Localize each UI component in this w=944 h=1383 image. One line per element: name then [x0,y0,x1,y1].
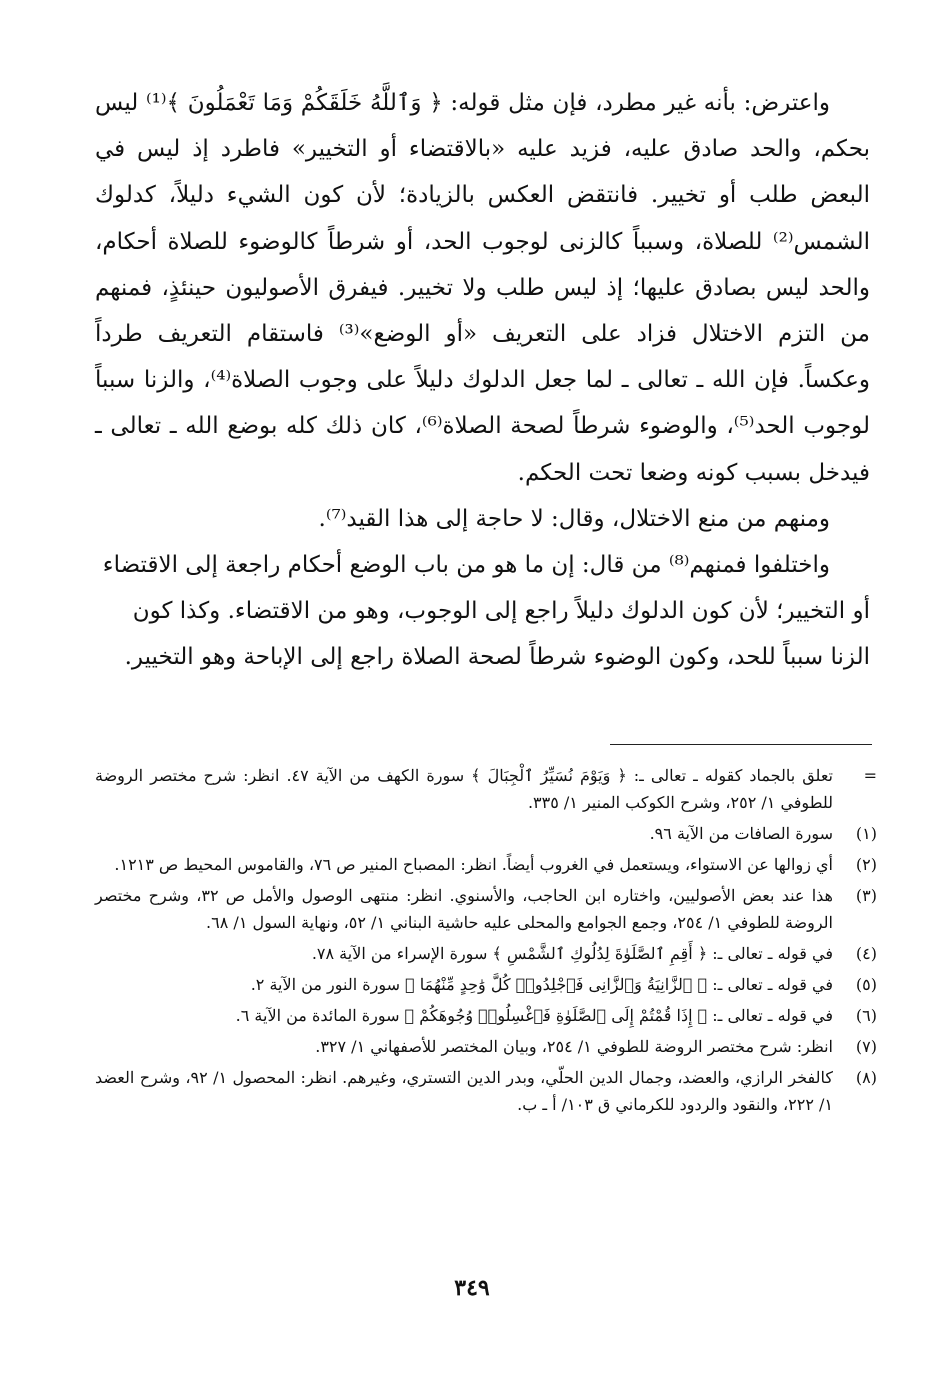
footnote-continuation [95,762,877,816]
paragraph-1: واعترض: بأنه غير مطرد، فإن مثل قوله: ﴿ وَٱللَّهُ خَلَقَكُمْ وَمَا تَعْمَلُونَ ﴾⁽¹⁾ ليس بحكم، والحد صادق عليه، فزيد عليه «بالاقتضاء أو التخيير» فاطرد إذ ليس في البعض طلب أو تخيير. فانتقض العكس بالزيادة؛ لأن كون الشيء دليلاً، كدلوك الشمس⁽²⁾ للصلاة، وسبباً كالزنى لوجوب الحد، أو شرطاً كالوضوء للصلاة أحكام، والحد ليس بصادق عليها؛ إذ ليس طلب ولا تخيير. فيفرق الأصوليون حينئذٍ، فمنهم من التزم الاختلال فزاد على التعريف «أو الوضع»⁽³⁾ فاستقام التعريف طرداً وعكساً. فإن الله ـ تعالى ـ لما جعل الدلوك دليلاً على وجوب الصلاة⁽⁴⁾، والزنا سبباً لوجوب الحد⁽⁵⁾، والوضوء شرطاً لصحة الصلاة⁽⁶⁾، كان ذلك كله بوضع الله ـ تعالى ـ فيدخل بسبب كونه وضعا تحت الحكم. [95,90,871,486]
footnote-number: (٥) [855,975,877,994]
footnote-number: = [863,766,877,785]
footnote-text: أي زوالها عن الاستواء، ويستعمل في الغروب أيضاً. انظر: المصباح المنير ص ٧٦، والقاموس المحيط ص ١٢١٣. [114,855,833,874]
footnote-number: (٢) [855,855,877,874]
footnote-8 [95,1064,877,1118]
footnote-6 [95,1002,877,1029]
footnote-number: (١) [855,824,877,843]
footnotes [95,762,877,1122]
footnote-2 [95,851,877,878]
page-number: ٣٤٩ [454,1275,490,1301]
footnote-text: في قوله ـ تعالى ـ: ﴿ ٱلزَّانِيَةُ وَٱلزَّانِى فَٱجْلِدُوا۟ كُلَّ وَٰحِدٍ مِّنْهُمَا ﴾ سورة النور من الآية ٢. [250,975,833,994]
footnote-separator [610,744,872,745]
paragraph-2: ومنهم من منع الاختلال، وقال: لا حاجة إلى هذا القيد⁽⁷⁾. [318,505,830,532]
footnote-3 [95,882,877,936]
paragraph-3: واختلفوا فمنهم⁽⁸⁾ من قال: إن ما هو من باب الوضع أحكام راجعة إلى الاقتضاء أو التخيير؛ لأن كون الدلوك دليلاً راجع إلى الوجوب، وهو من الاقتضاء. وكذا كون الزنا سبباً للحد، وكون الوضوء شرطاً لصحة الصلاة راجع إلى الإباحة وهو التخيير. [102,552,870,671]
footnote-4 [95,940,877,967]
footnote-text: هذا عند بعض الأصوليين، واختاره ابن الحاجب، والأسنوي. انظر: منتهى الوصول والأمل ص ٣٢، وشرح مختصر الروضة للطوفي ١/ ٢٥٤، وجمع الجوامع والمحلى عليه حاشية البناني ١/ ٥٢، ونهاية السول ١/ ٦٨. [95,886,833,932]
footnote-7 [95,1033,877,1060]
footnote-text: كالفخر الرازي، والعضد، وجمال الدين الحلّي، وبدر الدين التستري، وغيرهم. انظر: المحصول ١/ ٩٢، وشرح العضد ١/ ٢٢٢، والنقود والردود للكرماني ق ١٠٣/ أ ـ ب. [95,1068,833,1114]
footnote-1 [95,820,877,847]
footnote-text: في قوله ـ تعالى ـ: ﴿ إِذَا قُمْتُمْ إِلَى ٱلصَّلَوٰةِ فَٱغْسِلُوا۟ وُجُوهَكُمْ ﴾ سورة المائدة من الآية ٦. [235,1006,833,1025]
footnote-text: تعلق بالجماد كقوله ـ تعالى ـ: ﴿ وَيَوْمَ نُسَيِّرُ ٱلْجِبَالَ ﴾ سورة الكهف من الآية ٤٧. انظر: شرح مختصر الروضة للطوفي ١/ ٢٥٢، وشرح الكوكب المنير ١/ ٣٣٥. [95,766,834,812]
footnote-text: سورة الصافات من الآية ٩٦. [649,824,833,843]
footnote-5 [95,971,877,998]
footnote-number: (٦) [855,1006,877,1025]
main-text [95,80,870,681]
footnote-number: (٣) [855,886,877,905]
footnote-number: (٤) [855,944,877,963]
footnote-number: (٧) [855,1037,877,1056]
footnote-number: (٨) [855,1068,877,1087]
footnote-text: انظر: شرح مختصر الروضة للطوفي ١/ ٢٥٤، وبيان المختصر للأصفهاني ١/ ٣٢٧. [315,1037,833,1056]
footnote-text: في قوله ـ تعالى ـ: ﴿ أَقِمِ ٱلصَّلَوٰةَ لِدُلُوكِ ٱلشَّمْسِ ﴾ سورة الإسراء من الآية ٧٨. [311,944,833,963]
